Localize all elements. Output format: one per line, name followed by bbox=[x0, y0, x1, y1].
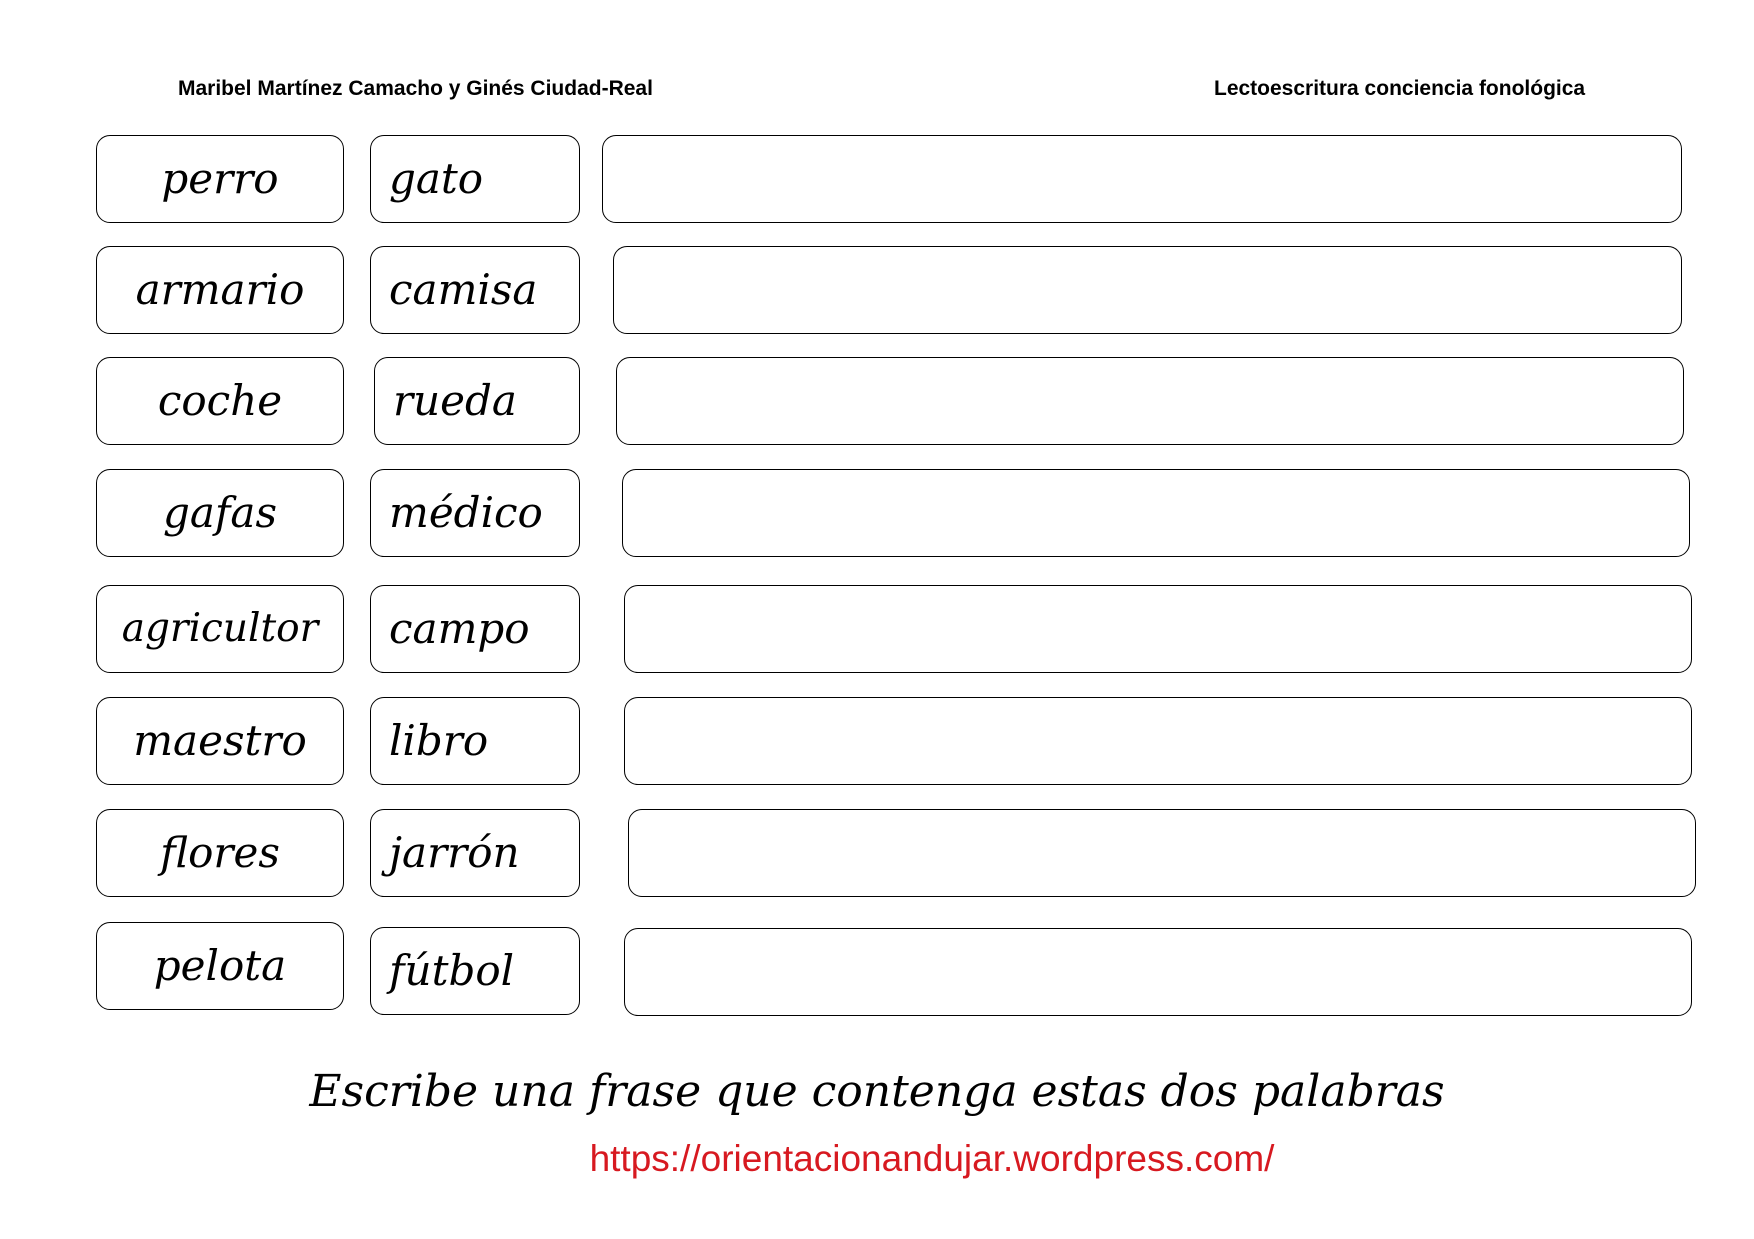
sentence-answer-box[interactable] bbox=[624, 585, 1692, 673]
word-card-1 bbox=[96, 469, 344, 557]
instruction-text: Escribe una frase que contenga estas dos palabras bbox=[309, 1066, 1445, 1117]
exercise-row bbox=[0, 357, 1754, 447]
word-1-text: perro bbox=[161, 154, 279, 203]
word-card-2 bbox=[370, 135, 580, 223]
word-card-2 bbox=[370, 927, 580, 1015]
word-2-text: rueda bbox=[393, 376, 517, 425]
sentence-answer-box[interactable] bbox=[602, 135, 1682, 223]
subject-header: Lectoescritura conciencia fonológica bbox=[1214, 77, 1586, 100]
word-2-text: campo bbox=[389, 604, 530, 653]
word-card-2 bbox=[370, 246, 580, 334]
word-card-1 bbox=[96, 697, 344, 785]
word-card-1 bbox=[96, 246, 344, 334]
word-card-1 bbox=[96, 357, 344, 445]
word-card-2 bbox=[370, 585, 580, 673]
exercise-row bbox=[0, 135, 1754, 225]
exercise-row bbox=[0, 469, 1754, 559]
word-2-text: jarrón bbox=[389, 828, 520, 877]
word-2-text: camisa bbox=[389, 265, 538, 314]
word-card-1 bbox=[96, 135, 344, 223]
sentence-answer-box[interactable] bbox=[613, 246, 1682, 334]
word-card-2 bbox=[370, 469, 580, 557]
word-card-2 bbox=[370, 809, 580, 897]
exercise-row bbox=[0, 697, 1754, 787]
word-card-2 bbox=[370, 697, 580, 785]
word-1-text: pelota bbox=[153, 941, 287, 990]
sentence-answer-box[interactable] bbox=[622, 469, 1690, 557]
word-1-text: coche bbox=[157, 376, 283, 425]
word-card-2 bbox=[374, 357, 580, 445]
exercise-row bbox=[0, 246, 1754, 336]
word-2-text: fútbol bbox=[389, 946, 515, 995]
exercise-row bbox=[0, 922, 1754, 1012]
word-2-text: gato bbox=[389, 154, 484, 203]
sentence-answer-box[interactable] bbox=[624, 928, 1692, 1016]
word-card-1 bbox=[96, 809, 344, 897]
exercise-row bbox=[0, 585, 1754, 675]
word-2-text: médico bbox=[389, 488, 543, 537]
sentence-answer-box[interactable] bbox=[624, 697, 1692, 785]
word-1-text: agricultor bbox=[121, 606, 319, 651]
authors-header: Maribel Martínez Camacho y Ginés Ciudad-Real bbox=[178, 77, 653, 100]
word-1-text: armario bbox=[135, 265, 305, 314]
exercise-row bbox=[0, 809, 1754, 899]
sentence-answer-box[interactable] bbox=[616, 357, 1684, 445]
word-2-text: libro bbox=[389, 716, 489, 765]
word-1-text: maestro bbox=[133, 716, 307, 765]
sentence-answer-box[interactable] bbox=[628, 809, 1696, 897]
word-card-1 bbox=[96, 585, 344, 673]
word-1-text: flores bbox=[160, 828, 280, 877]
word-1-text: gafas bbox=[162, 488, 278, 537]
word-card-1 bbox=[96, 922, 344, 1010]
website-link[interactable]: https://orientacionandujar.wordpress.com/ bbox=[589, 1138, 1275, 1179]
